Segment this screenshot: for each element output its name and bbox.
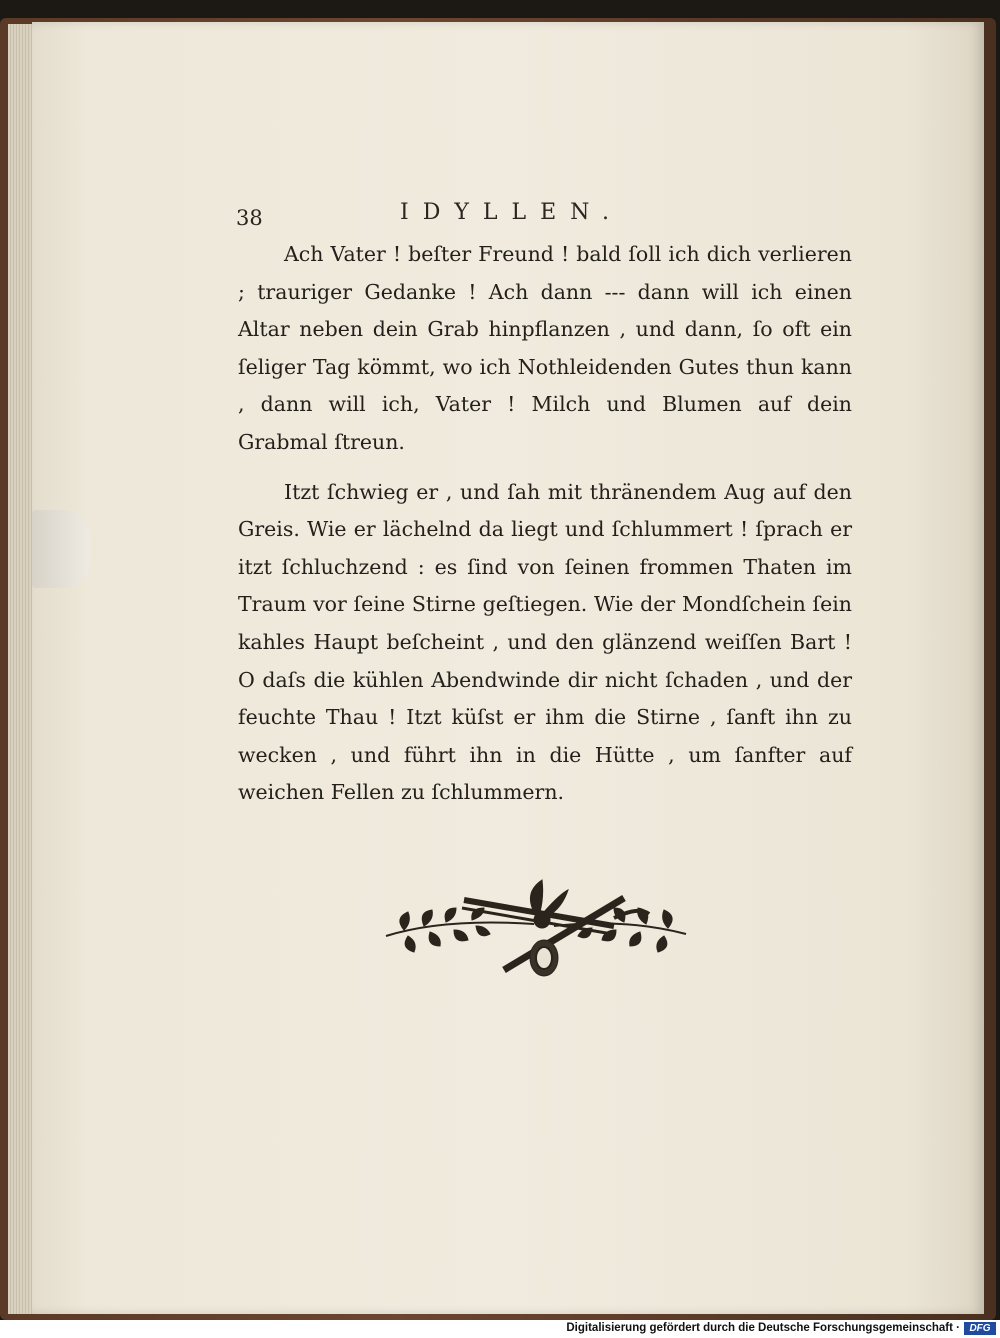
- body-text: [238, 236, 852, 812]
- dfg-logo-icon: DFG: [964, 1322, 996, 1335]
- page-number: 38: [236, 206, 263, 230]
- paragraph-2: Itzt ſchwieg er , und ſah mit thränendem Aug auf den Greis. Wie er lächelnd da liegt und ſchlummert ! ſprach er itzt ſchluchzend : es ſind von ſeinen frommen Thaten im Traum vor ſeine Stirne geſtiegen. Wie der Mondſchein ſein kahles Haupt beſcheint , und den glänzend weiſſen Bart ! O daſs die kühlen Abendwinde dir nicht ſchaden , und der feuchte Thau ! Itzt küſst er ihm die Stirne , ſanft ihn zu wecken , und führt ihn in die Hütte , um ſanfter auf weichen Fellen zu ſchlummern.: [238, 479, 852, 805]
- pastoral-instruments-vignette-icon: [384, 878, 688, 984]
- footer-credit: Digitalisierung gefördert durch die Deutsche Forschungsgemeinschaft ·: [566, 1322, 960, 1334]
- running-title: IDYLLEN.: [400, 200, 623, 225]
- digitization-footer: [0, 1320, 1000, 1338]
- page-marker-tab: [32, 510, 90, 588]
- paragraph-1: Ach Vater ! beſter Freund ! bald ſoll ich dich verlieren ; trauriger Gedanke ! Ach dann --- dann will ich einen Altar neben dein Grab hinpflanzen , und dann, ſo oft ein ſeliger Tag kömmt, wo ich Nothleidenden Gutes thun kann , dann will ich, Vater ! Milch und Blumen auf dein Grabmal ſtreun.: [238, 242, 852, 454]
